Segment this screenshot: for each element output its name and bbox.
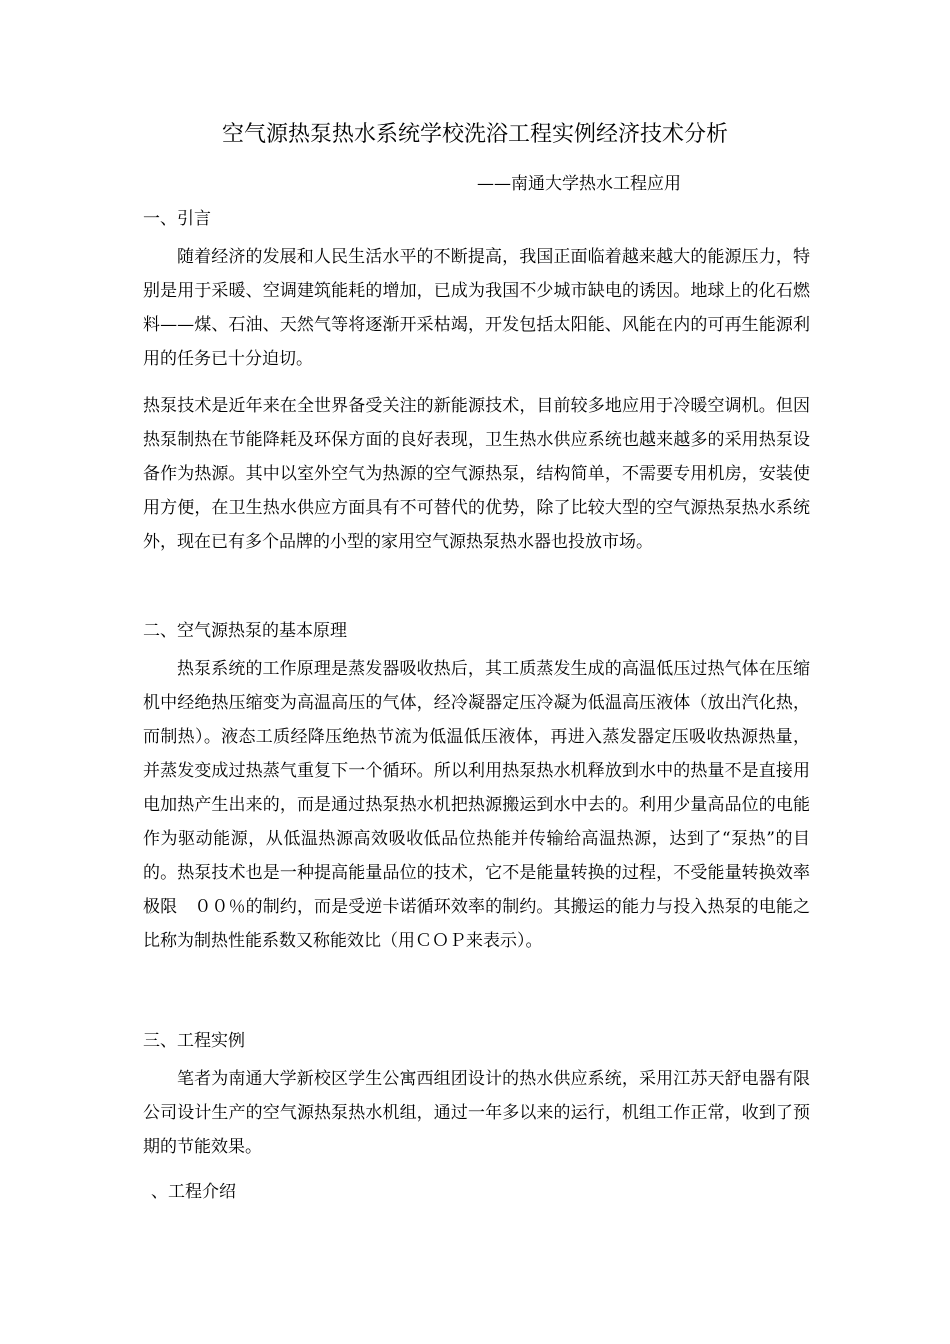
paragraph-introduction-1: 随着经济的发展和人民生活水平的不断提高，我国正面临着越来越大的能源压力，特别是用于采暖、空调建筑能耗的增加，已成为我国不少城市缺电的诱因。地球上的化石燃料——煤、石油、天然气等将逐渐开采枯竭，开发包括太阳能、风能在内的可再生能源利用的任务已十分迫切。 xyxy=(143,247,810,369)
document-subtitle: ——南通大学热水工程应用 xyxy=(477,174,681,194)
paragraph-case-study-1: 笔者为南通大学新校区学生公寓西组团设计的热水供应系统，采用江苏天舒电器有限公司设计生产的空气源热泵热水机组，通过一年多以来的运行，机组工作正常，收到了预期的节能效果。 xyxy=(143,1069,810,1157)
document-title: 空气源热泵热水系统学校洗浴工程实例经济技术分析 xyxy=(221,122,728,147)
paragraph-principle-1: 热泵系统的工作原理是蒸发器吸收热后，其工质蒸发生成的高温低压过热气体在压缩机中经绝热压缩变为高温高压的气体，经冷凝器定压冷凝为低温高压液体（放出汽化热，而制热）。液态工质经降压绝热节流为低温低压液体，再进入蒸发器定压吸收热源热量，并蒸发变成过热蒸气重复下一个循环。所以利用热泵热水机释放到水中的热量不是直接用电加热产生出来的，而是通过热泵热水机把热源搬运到水中去的。利用少量高品位的电能作为驱动能源，从低温热源高效吸收低品位热能并传输给高温热源，达到了“泵热”的目的。热泵技术也是一种提高能量品位的技术，它不是能量转换的过程，不受能量转换效率极限 ００％的制约，而是受逆卡诺循环效率的制约。其搬运的能力与投入热泵的电能之比称为制热性能系数又称能效比（用ＣＯＰ来表示）。 xyxy=(143,659,810,951)
section-heading-introduction: 一、引言 xyxy=(143,209,211,229)
section-heading-case-study: 三、工程实例 xyxy=(143,1031,245,1051)
section-heading-principle: 二、空气源热泵的基本原理 xyxy=(143,621,347,641)
paragraph-introduction-2: 热泵技术是近年来在全世界备受关注的新能源技术，目前较多地应用于冷暖空调机。但因热泵制热在节能降耗及环保方面的良好表现，卫生热水供应系统也越来越多的采用热泵设备作为热源。其中以室外空气为热源的空气源热泵，结构简单，不需要专用机房，安装使用方便，在卫生热水供应方面具有不可替代的优势，除了比较大型的空气源热泵热水系统外，现在已有多个品牌的小型的家用空气源热泵热水器也投放市场。 xyxy=(143,396,810,552)
section-heading-project-intro: 、工程介绍 xyxy=(151,1182,236,1202)
